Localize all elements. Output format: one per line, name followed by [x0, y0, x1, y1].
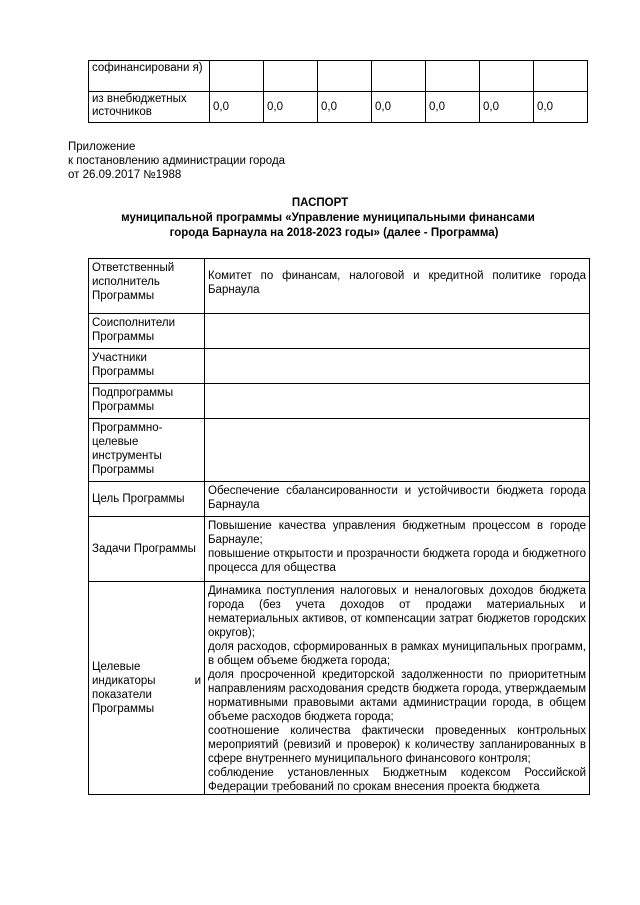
indicator-item: Динамика поступления налоговых и неналоговых доходов бюджета города (без учета доходов от продажи материальных и нематериальных активов, от компенсации затрат бюджетов городских округов); — [208, 585, 586, 639]
table-row — [89, 61, 588, 92]
passport-heading: ПАСПОРТ — [291, 197, 349, 209]
table-cell: 0,0 — [264, 92, 318, 123]
instruments-label — [89, 419, 205, 482]
subprograms-label: Подпрограммы Программы — [89, 384, 205, 419]
instruments-label-text: Программно-целевые инструменты Программы — [92, 422, 163, 476]
table-cell — [480, 61, 534, 92]
tasks-value — [205, 517, 590, 582]
table-cell — [264, 61, 318, 92]
table-cell: 0,0 — [534, 92, 588, 123]
indicator-item: соотношение количества фактически проведенных контрольных мероприятий (ревизий и проверок) к количеству запланированных в сфере внутреннего муниципального финансового контроля; — [208, 725, 586, 765]
table-cell: 0,0 — [372, 92, 426, 123]
passport-subtitle-line: муниципальной программы «Управление муниципальными финансами — [121, 212, 535, 224]
table-cell: 0,0 — [480, 92, 534, 123]
table-cell — [534, 61, 588, 92]
table-row — [89, 259, 590, 314]
subprograms-value — [205, 384, 590, 419]
row-label: софинансировани я) — [89, 61, 210, 92]
table-row — [89, 419, 590, 482]
indicators-value — [205, 582, 590, 795]
goal-value: Обеспечение сбалансированности и устойчивости бюджета города Барнаула — [205, 482, 590, 517]
indicator-item: доля расходов, сформированных в рамках муниципальных программ, в общем объеме бюджета города; — [208, 641, 586, 667]
table-row — [89, 314, 590, 349]
tasks-label: Задачи Программы — [89, 517, 205, 582]
table-row — [89, 384, 590, 419]
table-row — [89, 92, 588, 123]
task-item: Повышение качества управления бюджетным процессом в городе Барнауле; — [208, 520, 586, 546]
table-row — [89, 482, 590, 517]
table-row — [89, 517, 590, 582]
passport-table — [88, 258, 590, 795]
table-cell: 0,0 — [426, 92, 480, 123]
indicators-label-text: Целевые индикаторы и показатели Программы — [92, 661, 201, 715]
executor-label: Ответственный исполнитель Программы — [89, 259, 205, 314]
goal-label: Цель Программы — [89, 482, 205, 517]
appendix-line: от 26.09.2017 №1988 — [68, 169, 182, 181]
indicator-item: доля просроченной кредиторской задолженности по приоритетным направлениям расходования средств бюджета города, утверждаемым нормативными правовыми актами администрации города, в общем объеме расходов бюджета города; — [208, 669, 586, 723]
table-cell — [210, 61, 264, 92]
table-cell — [372, 61, 426, 92]
passport-subtitle-line: города Барнаула на 2018-2023 годы» (далее - Программа) — [169, 227, 499, 239]
indicator-item: соблюдение установленных Бюджетным кодексом Российской Федерации требований по срокам внесения проекта бюджета — [208, 767, 586, 793]
table-row — [89, 349, 590, 384]
table-cell: 0,0 — [210, 92, 264, 123]
table-cell — [318, 61, 372, 92]
task-item: повышение открытости и прозрачности бюджета города и бюджетного процесса для общества — [208, 548, 586, 574]
table-cell: 0,0 — [318, 92, 372, 123]
coexecutors-label: Соисполнители Программы — [89, 314, 205, 349]
indicators-label — [89, 582, 205, 795]
row-label: из внебюджетных источников — [89, 92, 210, 123]
coexecutors-value — [205, 314, 590, 349]
table-cell — [426, 61, 480, 92]
executor-value: Комитет по финансам, налоговой и кредитной политике города Барнаула — [205, 259, 590, 314]
appendix-block — [68, 140, 285, 182]
table-row — [89, 582, 590, 795]
financing-table — [88, 60, 588, 123]
appendix-line: к постановлению администрации города — [68, 155, 286, 167]
appendix-line: Приложение — [68, 141, 136, 153]
participants-value — [205, 349, 590, 384]
instruments-value — [205, 419, 590, 482]
participants-label: Участники Программы — [89, 349, 205, 384]
